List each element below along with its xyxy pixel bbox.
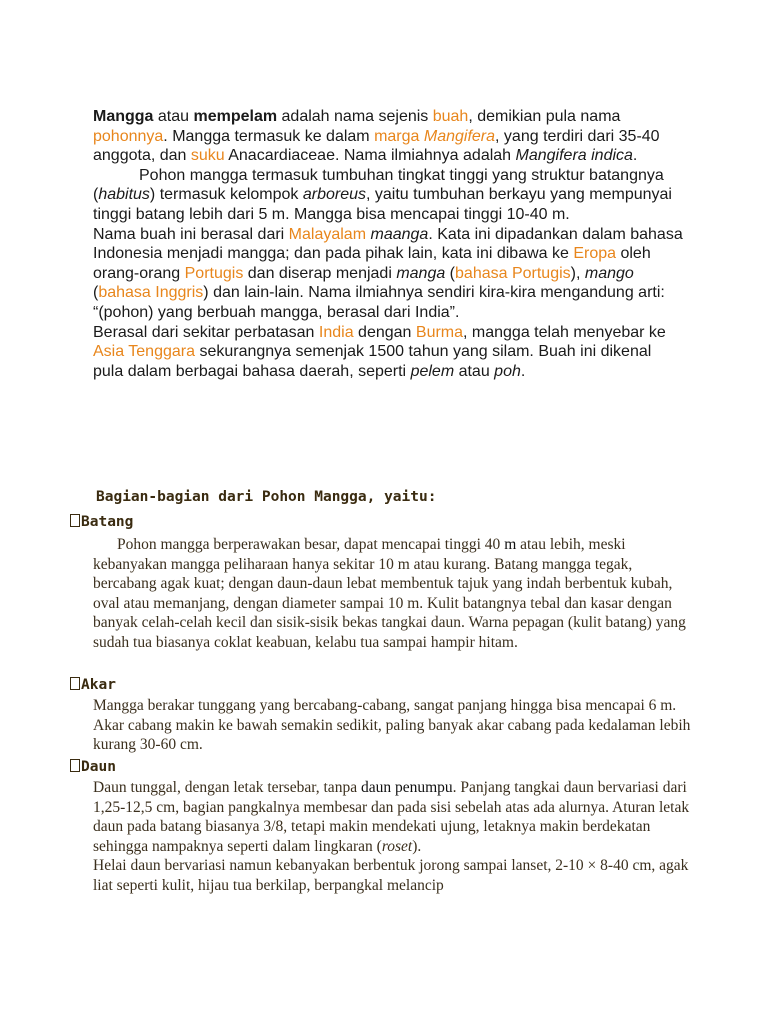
- intro-paragraph-2-text: [93, 167, 672, 223]
- highlight-term: m: [504, 536, 517, 553]
- italic-term: poh: [494, 362, 521, 380]
- text-run: atau: [454, 362, 495, 380]
- section-title-batang: [70, 514, 133, 530]
- highlight-term: daun penumpu: [360, 779, 453, 796]
- link-term: buah: [432, 108, 469, 125]
- text-run: ) termasuk kelompok: [149, 186, 303, 204]
- section-title-akar: [70, 677, 116, 693]
- link-term: bahasa Inggris: [98, 284, 204, 302]
- link-term: Mangifera: [423, 127, 496, 145]
- section-title-batang-label: Batang: [81, 514, 134, 530]
- text-run: . Kata ini dipadankan dalam bahasa Indonesia menjadi mangga; dan pada pihak lain, kata ini dibawa ke: [93, 225, 683, 263]
- section-title-daun-label: Daun: [81, 759, 116, 775]
- italic-term: arboreus: [302, 186, 367, 204]
- text-run: Pohon mangga termasuk tumbuhan tingkat tinggi yang struktur batangnya (: [93, 166, 664, 204]
- text-run: adalah nama sejenis: [277, 108, 433, 125]
- italic-term: mango: [584, 264, 634, 282]
- daun-paragraph-1: [93, 778, 693, 856]
- text-run: Berasal dari sekitar perbatasan: [93, 323, 319, 341]
- link-term: Asia Tenggara: [93, 343, 195, 361]
- daun-paragraph-2: Helai daun bervariasi namun kebanyakan berbentuk jorong sampai lanset, 2-10 × 8-40 cm, agak liat seperti kulit, hijau tua berkilap, berpangkal melancip: [93, 857, 689, 894]
- text-run: , demikian pula nama: [468, 108, 621, 125]
- italic-term: pelem: [410, 362, 455, 380]
- section-body-batang: [93, 535, 693, 653]
- text-run: ),: [570, 264, 585, 282]
- text-run: (: [93, 284, 99, 302]
- link-term: India: [318, 323, 354, 341]
- intro-text: [93, 107, 683, 381]
- missing-glyph-box-icon: [70, 514, 80, 527]
- text-run: sekurangnya semenjak 1500 tahun yang silam. Buah ini dikenal pula dalam berbagai bahasa daerah, seperti: [93, 343, 652, 380]
- text-run: .: [632, 147, 638, 165]
- text-run: , mangga telah menyebar ke: [463, 323, 666, 341]
- text-run: atau lebih, meski kebanyakan mangga peliharaan hanya sekitar 10 m atau kurang. Batang mangga tegak, bercabang agak kuat; dengan daun-daun lebat membentuk tajuk yang indah berbentuk kubah, oval atau memanjang, dengan diameter sampai 10 m. Kulit batangnya tebal dan kasar dengan banyak celah-celah kecil dan sisik-sisik bekas tangkai daun. Warna pepagan (kulit batang) yang sudah tua biasanya coklat keabuan, kelabu tua sampai hampir hitam.: [93, 536, 686, 651]
- text-run: , yang terdiri dari 35-40 anggota, dan: [93, 127, 660, 165]
- bold-term: Mangga: [93, 108, 154, 125]
- text-run: (: [445, 264, 456, 282]
- text-run: , yaitu tumbuhan berkayu yang mempunyai tinggi batang lebih dari 5 m. Mangga bisa mencapai tinggi 10-40 m.: [93, 186, 672, 223]
- text-run: Anacardiaceae. Nama ilmiahnya adalah: [224, 147, 516, 165]
- akar-paragraph: Mangga berakar tunggang yang bercabang-cabang, sangat panjang hingga bisa mencapai 6 m. Akar cabang makin ke bawah semakin sedikit, paling banyak akar cabang pada kedalaman lebih kurang 30-60 cm.: [93, 697, 691, 754]
- bold-term: mempelam: [193, 108, 278, 125]
- link-term: Burma: [415, 323, 464, 341]
- italic-term: roset: [381, 837, 413, 855]
- text-run: atau: [153, 108, 194, 125]
- intro-paragraph-4: [93, 323, 683, 382]
- link-term: suku: [190, 147, 225, 165]
- link-term: bahasa Portugis: [455, 264, 571, 282]
- text-run: . Panjang tangkai daun bervariasi dari 1,25-12,5 cm, bagian pangkalnya membesar dan pada sisi sebelah atas ada alurnya. Aturan letak daun pada batang biasanya 3/8, tetapi makin mendekati ujung, letaknya makin berdekatan sehingga nampaknya seperti dalam lingkaran (: [93, 779, 690, 855]
- italic-term: manga: [396, 264, 446, 282]
- link-term: marga: [374, 127, 420, 145]
- italic-term: Mangifera indica: [515, 147, 633, 165]
- intro-paragraph-2: [93, 166, 683, 225]
- intro-paragraph-1: [93, 107, 683, 166]
- text-run: Pohon mangga berperawakan besar, dapat mencapai tinggi 40: [117, 536, 505, 553]
- text-run: Daun tunggal, dengan letak tersebar, tanpa: [93, 779, 361, 796]
- batang-paragraph: [93, 535, 693, 653]
- section-body-akar: [93, 696, 693, 755]
- section-body-daun: [93, 778, 693, 896]
- batang-paragraph-text: [93, 536, 686, 651]
- text-run: oleh orang-orang: [93, 245, 651, 282]
- missing-glyph-box-icon: [70, 759, 80, 772]
- link-term: pohonnya: [93, 127, 164, 145]
- link-term: Portugis: [184, 264, 244, 282]
- section-title-akar-label: Akar: [81, 677, 116, 693]
- text-run: . Mangga termasuk ke dalam: [163, 127, 375, 145]
- text-run: ) dan lain-lain. Nama ilmiahnya sendiri kira-kira mengandung arti: “(pohon) yang berbuah mangga, berasal dari India”.: [93, 284, 665, 321]
- text-run: dengan: [353, 323, 416, 341]
- italic-term: maanga: [370, 225, 429, 243]
- text-run: ).: [412, 837, 422, 855]
- link-term: Malayalam: [288, 225, 367, 243]
- text-run: dan diserap menjadi: [243, 264, 397, 282]
- text-run: .: [520, 362, 526, 380]
- link-term: Eropa: [573, 245, 617, 263]
- text-run: Nama buah ini berasal dari: [93, 225, 289, 243]
- italic-term: habitus: [98, 186, 150, 204]
- intro-paragraph-3: [93, 225, 683, 323]
- section-title-daun: [70, 759, 116, 775]
- section-heading: Bagian-bagian dari Pohon Mangga, yaitu:: [96, 489, 437, 505]
- missing-glyph-box-icon: [70, 677, 80, 690]
